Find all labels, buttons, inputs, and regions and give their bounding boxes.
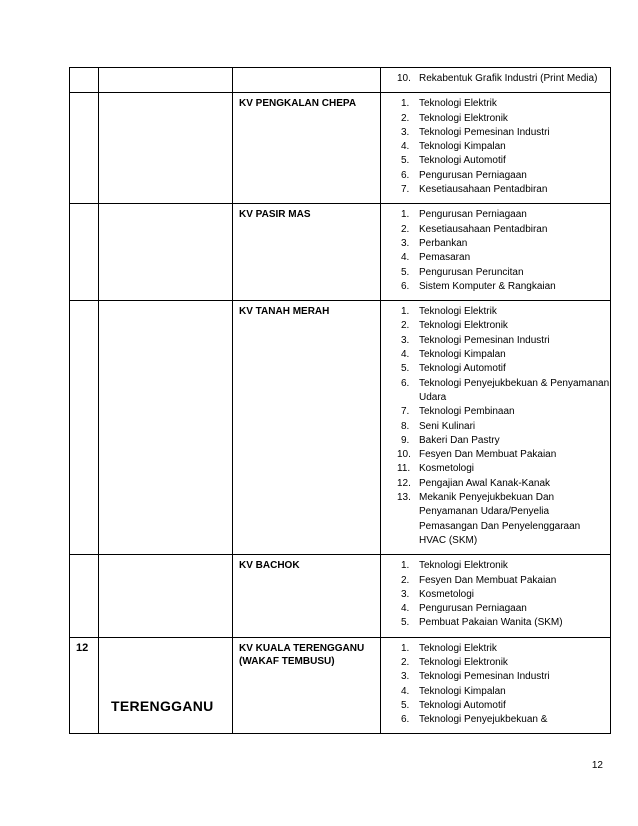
row-number-cell: 12 [70,637,99,734]
page-number: 12 [591,760,603,771]
program-item [381,377,610,406]
program-item [381,112,610,126]
programs-cell [381,204,611,301]
program-number: 2. [401,112,410,124]
program-name: Sistem Komputer & Rangkaian [419,280,556,292]
program-name: Teknologi Penyejukbekuan & Penyamanan Udara [419,377,610,403]
program-name: Teknologi Elektronik [419,560,508,572]
program-item [381,223,610,237]
program-name: Teknologi Elektronik [419,320,508,332]
program-number: 1. [401,642,410,654]
programs-cell [381,637,611,734]
program-name: Teknologi Automotif [419,363,506,375]
state-cell [99,204,233,301]
program-name: Pengurusan Perniagaan [419,603,527,615]
program-item [381,574,610,588]
program-item [381,140,610,154]
table-row [70,555,611,637]
program-name: Fesyen Dan Membuat Pakaian [419,449,557,461]
program-name: Pembuat Pakaian Wanita (SKM) [419,617,563,629]
program-item [381,588,610,602]
program-name: Bakeri Dan Pastry [419,434,500,446]
program-name: Pengurusan Peruncitan [419,266,524,278]
program-name: Perbankan [419,237,468,249]
program-number: 4. [401,603,410,615]
program-item [381,462,610,476]
program-item [381,434,610,448]
program-item [381,334,610,348]
program-number: 2. [401,320,410,332]
program-number: 8. [401,420,410,432]
table-row [70,93,611,204]
program-name: Teknologi Elektrik [419,98,497,110]
program-list [381,642,610,728]
program-item [381,208,610,222]
college-name-cell: KV PENGKALAN CHEPA [233,93,381,204]
college-name-cell [233,68,381,93]
program-number: 6. [401,714,410,726]
program-number: 4. [401,141,410,153]
programs-cell [381,68,611,93]
program-name: Pemasaran [419,252,471,264]
program-name: Pengajian Awal Kanak-Kanak [419,477,551,489]
program-number: 4. [401,349,410,361]
program-number: 7. [401,406,410,418]
program-item [381,348,610,362]
program-name: Teknologi Kimpalan [419,141,506,153]
program-name: Mekanik Penyejukbekuan Dan Penyamanan Udara/Penyelia Pemasangan Dan Penyelenggaraan HVAC (SKM) [419,492,581,546]
program-number: 5. [401,617,410,629]
program-number: 2. [401,656,410,668]
program-list [381,305,610,548]
program-number: 7. [401,184,410,196]
program-name: Teknologi Elektronik [419,656,508,668]
table-body [70,68,611,734]
program-item [381,126,610,140]
program-item [381,183,610,197]
row-number-cell [70,555,99,637]
programs-cell [381,555,611,637]
state-name: TERENGGANU [111,697,214,714]
program-number: 1. [401,306,410,318]
program-item [381,559,610,573]
program-number: 5. [401,155,410,167]
program-number: 4. [401,685,410,697]
college-name-cell: KV PASIR MAS [233,204,381,301]
row-number-cell [70,204,99,301]
college-name-cell: KV BACHOK [233,555,381,637]
program-name: Kosmetologi [419,588,475,600]
program-name: Teknologi Pemesinan Industri [419,334,550,346]
program-name: Kosmetologi [419,463,475,475]
program-number: 5. [401,363,410,375]
program-number: 3. [401,237,410,249]
program-name: Teknologi Automotif [419,155,506,167]
program-item [381,685,610,699]
program-number: 6. [401,169,410,181]
program-number: 1. [401,98,410,110]
program-item [381,602,610,616]
program-name: Kesetiausahaan Pentadbiran [419,223,548,235]
program-item [381,477,610,491]
program-item [381,280,610,294]
college-name-cell: KV TANAH MERAH [233,301,381,555]
program-number: 10. [397,449,411,461]
program-number: 1. [401,560,410,572]
program-item [381,670,610,684]
program-item [381,656,610,670]
state-cell [99,68,233,93]
row-number-cell [70,68,99,93]
program-number: 3. [401,588,410,600]
state-cell [99,637,233,734]
program-name: Teknologi Elektrik [419,306,497,318]
program-list [381,559,610,630]
programs-cell [381,93,611,204]
program-number: 2. [401,574,410,586]
program-number: 3. [401,334,410,346]
program-name: Teknologi Automotif [419,699,506,711]
program-item [381,405,610,419]
program-name: Teknologi Pembinaan [419,406,515,418]
table-row [70,204,611,301]
programs-cell [381,301,611,555]
program-name: Teknologi Pemesinan Industri [419,126,550,138]
program-item [381,642,610,656]
state-cell [99,93,233,204]
college-program-table [69,67,611,734]
program-item [381,448,610,462]
program-item [381,420,610,434]
program-number: 3. [401,671,410,683]
program-number: 6. [401,377,410,389]
program-name: Rekabentuk Grafik Industri (Print Media) [419,73,598,84]
program-item [381,319,610,333]
program-number: 2. [401,223,410,235]
program-list [381,97,610,197]
program-name: Teknologi Kimpalan [419,685,506,697]
program-number: 1. [401,209,410,221]
program-name: Teknologi Pemesinan Industri [419,671,550,683]
program-name: Kesetiausahaan Pentadbiran [419,184,548,196]
program-item [381,251,610,265]
row-number-cell [70,301,99,555]
program-item [381,699,610,713]
program-name: Seni Kulinari [419,420,476,432]
program-item [381,72,610,86]
program-name: Teknologi Kimpalan [419,349,506,361]
table-row [70,637,611,734]
program-number: 5. [401,699,410,711]
state-cell [99,555,233,637]
program-name: Pengurusan Perniagaan [419,209,527,221]
program-item [381,616,610,630]
program-number: 9. [401,434,410,446]
program-number: 3. [401,126,410,138]
program-item [381,154,610,168]
program-item [381,491,610,548]
program-list [381,72,610,86]
program-list [381,208,610,294]
program-item [381,266,610,280]
program-item [381,237,610,251]
program-item [381,305,610,319]
program-name: Pengurusan Perniagaan [419,169,527,181]
program-number: 4. [401,252,410,264]
program-name: Teknologi Penyejukbekuan & [419,714,548,726]
college-name-cell: KV KUALA TERENGGANU (WAKAF TEMBUSU) [233,637,381,734]
program-item [381,97,610,111]
program-number: 12. [397,477,411,489]
program-number: 13. [397,492,411,504]
table-row [70,68,611,93]
program-name: Teknologi Elektronik [419,112,508,124]
program-number: 6. [401,280,410,292]
program-item [381,362,610,376]
program-number: 10. [397,73,411,84]
program-item [381,169,610,183]
table-row [70,301,611,555]
program-item [381,713,610,727]
program-number: 11. [397,463,411,475]
row-number-cell [70,93,99,204]
program-name: Fesyen Dan Membuat Pakaian [419,574,557,586]
program-name: Teknologi Elektrik [419,642,497,654]
program-number: 5. [401,266,410,278]
state-cell [99,301,233,555]
